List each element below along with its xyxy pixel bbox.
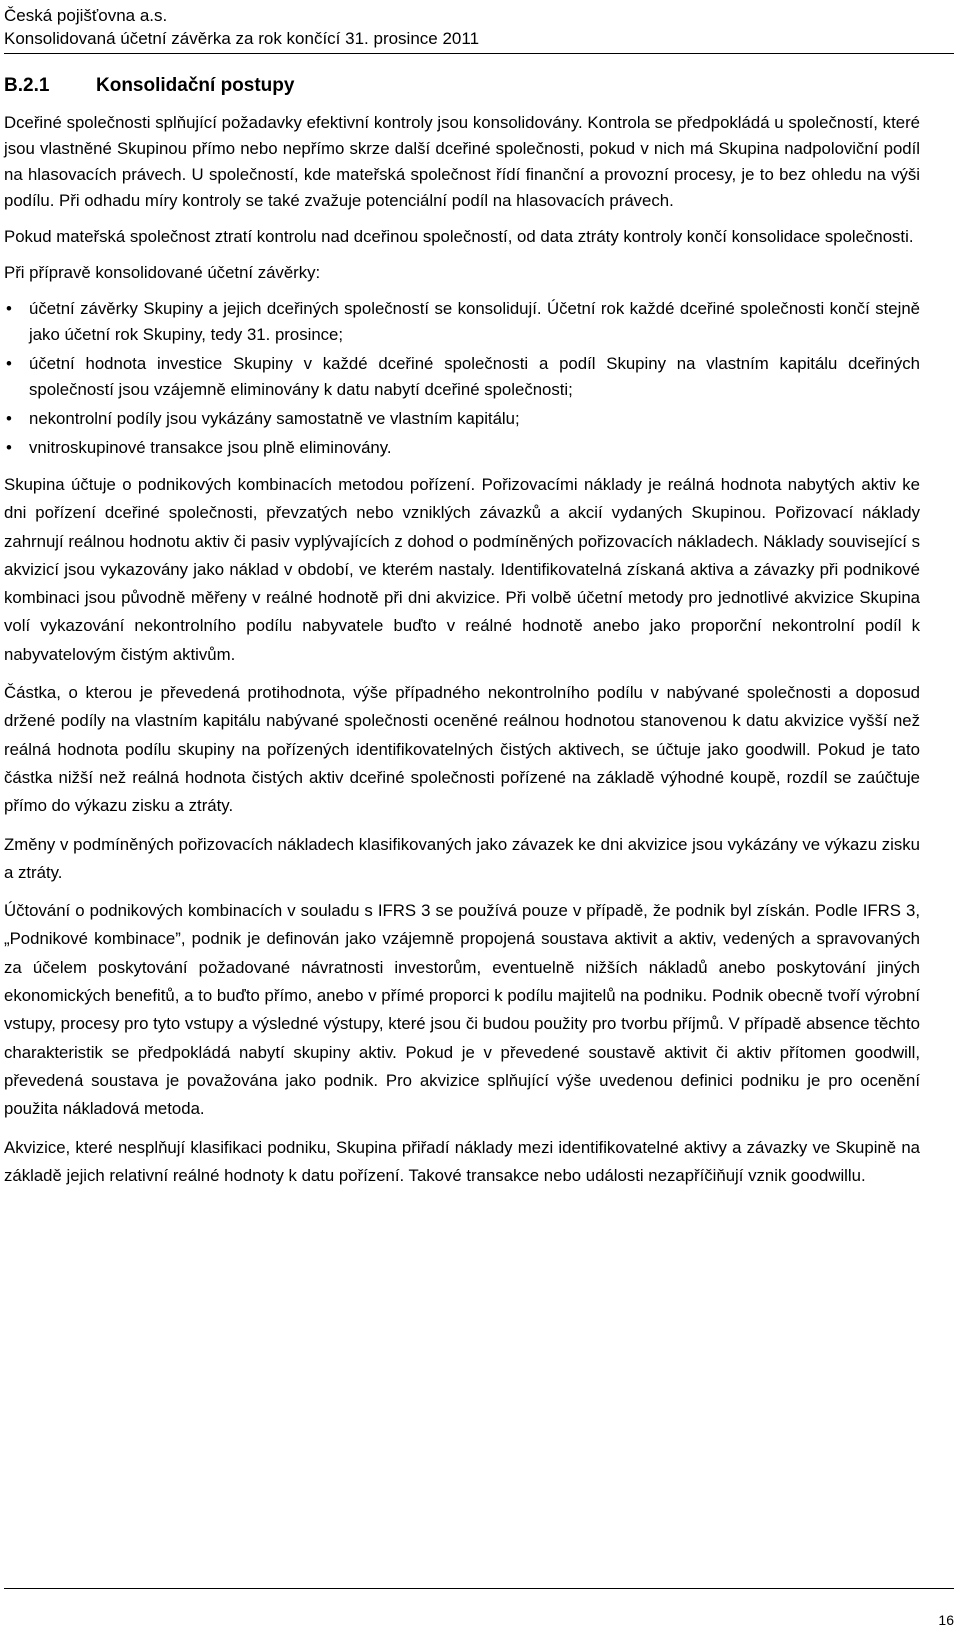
page-header <box>4 4 954 54</box>
bullet-icon: • <box>6 299 12 318</box>
page-footer <box>4 1588 954 1628</box>
paragraph-ifrs3: Účtování o podnikových kombinacích v souladu s IFRS 3 se používá pouze v případě, že podnik byl získán. Podle IFRS 3, „Podnikové kombinace”, podnik je definován jako vzájemně propojená soustava aktivit a aktiv, vedených a spravovaných za účelem poskytování požadované návratnosti investorům, eventuelně nižších nákladů anebo poskytování jiných ekonomických benefitů, a to buďto přímo, anebo v přímé proporci k podílu majitelů na podniku. Podnik obecně tvoří výrobní vstupy, procesy pro tyto vstupy a výsledné výstupy, které jsou či budou použity pro tvorbu příjmů. V případě absence těchto charakteristik se předpokládá nabytí skupiny aktiv. Pokud je v převedené soustavě aktivit či aktiv přítomen goodwill, převedená soustava je považována jako podnik. Pro akvizice splňující výše uvedenou definici podniku je pro ocenění použita nákladová metoda. <box>4 901 920 1119</box>
page-number: 16 <box>938 1612 954 1628</box>
section-title: Konsolidační postupy <box>96 75 295 96</box>
bullet-icon: • <box>6 354 12 373</box>
list-item <box>4 351 920 403</box>
section-heading <box>4 73 294 99</box>
company-name: Česká pojišťovna a.s. <box>4 6 168 25</box>
paragraph-acquisition-method: Skupina účtuje o podnikových kombinacích metodou pořízení. Pořizovacími náklady je reálná hodnota nabytých aktiv ke dni pořízení dceřiné společnosti, převzatých nebo vzniklých závazků a akcií vydaných Skupinou. Pořizovací náklady zahrnují reálnou hodnotu aktiv či pasiv vyplývajících z dohod o podmíněných pořizovacích nákladech. Náklady související s akvizicí jsou vykazovány jako náklad v období, ve kterém nastaly. Identifikovatelná získaná aktiva a závazky při podnikové kombinaci jsou původně měřeny v reálné hodnotě při dni akvizice. Při volbě účetní metody pro jednotlivé akvizice Skupina volí vykazování nekontrolního podílu nabyvatele buďto v reálné hodnotě anebo jako proporční nekontrolní podíl k nabyvatelovým čistým aktivům. <box>4 475 920 664</box>
list-item-text: nekontrolní podíly jsou vykázány samostatně ve vlastním kapitálu; <box>29 409 520 428</box>
list-item-text: vnitroskupinové transakce jsou plně eliminovány. <box>29 438 392 457</box>
paragraph-contingent-costs: Změny v podmíněných pořizovacích nákladech klasifikovaných jako závazek ke dni akvizice jsou vykázány ve výkazu zisku a ztráty. <box>4 834 920 882</box>
bullet-icon: • <box>6 438 12 457</box>
bullet-icon: • <box>6 409 12 428</box>
list-item-text: účetní hodnota investice Skupiny v každé dceřiné společnosti a podíl Skupiny na vlastním kapitálu dceřiných společností jsou vzájemně eliminovány k datu nabytí dceřiné společnosti; <box>29 354 920 399</box>
paragraph-preparation-intro: Při přípravě konsolidované účetní závěrky: <box>4 263 321 282</box>
report-title: Konsolidovaná účetní závěrka za rok končící 31. prosince 2011 <box>4 29 480 48</box>
paragraph-goodwill: Částka, o kterou je převedená protihodnota, výše případného nekontrolního podílu v nabývané společnosti a doposud držené podíly na vlastním kapitálu nabývané společnosti oceněné reálnou hodnotou stanovenou k datu akvizice vyšší než reálná hodnota podílu skupiny na pořízených identifikovatelných čistých aktivech, se účtuje jako goodwill. Pokud je tato částka nižší než reálná hodnota čistých aktiv dceřiné společnosti pořízené na základě výhodné koupě, rozdíl se zaúčtuje přímo do výkazu zisku a ztráty. <box>4 683 920 816</box>
consolidation-steps-list <box>4 296 920 461</box>
list-item-text: účetní závěrky Skupiny a jejich dceřiných společností se konsolidují. Účetní rok každé dceřiné společnosti končí stejně jako účetní rok Skupiny, tedy 31. prosince; <box>29 299 920 344</box>
paragraph-control: Dceřiné společnosti splňující požadavky efektivní kontroly jsou konsolidovány. Kontrola se předpokládá u společností, které jsou vlastněné Skupinou přímo nebo nepřímo skrze další dceřiné společnosti, pokud v nich má Skupina nadpoloviční podíl na hlasovacích právech. U společností, kde mateřská společnost řídí finanční a provozní procesy, je to bez ohledu na výši podílu. Při odhadu míry kontroly se také zvažuje potenciální podíl na hlasovacích právech. <box>4 113 920 210</box>
paragraph-loss-of-control: Pokud mateřská společnost ztratí kontrolu nad dceřinou společností, od data ztráty kontroly končí konsolidace společnosti. <box>4 227 914 246</box>
list-item <box>4 435 920 461</box>
list-item <box>4 406 920 432</box>
document-body <box>4 110 920 1200</box>
section-number: B.2.1 <box>4 75 50 96</box>
list-item <box>4 296 920 348</box>
paragraph-asset-acquisitions: Akvizice, které nesplňují klasifikaci podniku, Skupina přiřadí náklady mezi identifikovatelné aktivy a závazky ve Skupině na základě jejich relativní reálné hodnoty k datu pořízení. Takové transakce nebo události nezapříčiňují vznik goodwillu. <box>4 1137 920 1185</box>
